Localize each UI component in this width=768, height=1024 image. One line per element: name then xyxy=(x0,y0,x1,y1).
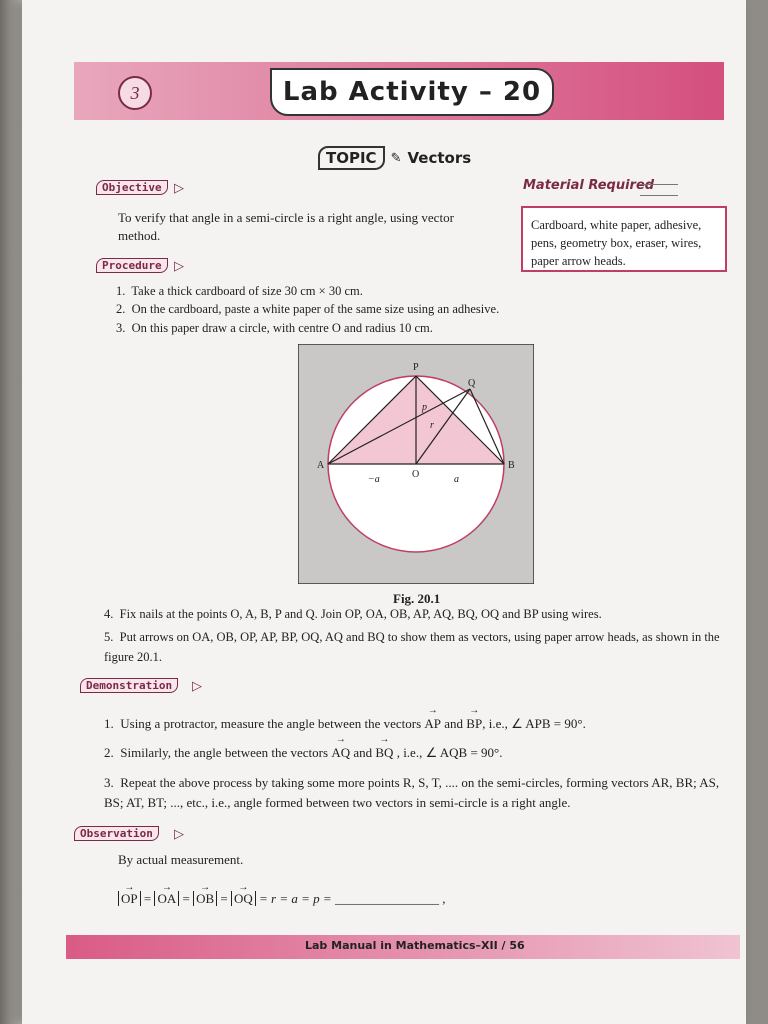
objective-tag xyxy=(96,180,168,195)
item-number: 3. xyxy=(104,775,114,790)
step-text: On the cardboard, paste a white paper of the same size using an adhesive. xyxy=(131,302,500,316)
step-text: Fix nails at the points O, A, B, P and Q. Join OP, OA, OB, AP, AQ, BQ, OQ and BP using wires. xyxy=(119,607,602,621)
procedure-step xyxy=(104,607,724,622)
observation-label: Observation xyxy=(80,827,153,840)
vector-bq: → BQ xyxy=(375,745,393,761)
item-number: 1. xyxy=(104,716,114,731)
decorative-lines xyxy=(640,184,678,196)
demonstration-tag xyxy=(80,678,178,693)
demonstration-item xyxy=(104,745,724,761)
procedure-step xyxy=(116,302,499,317)
item-text: and xyxy=(350,745,376,760)
procedure-step xyxy=(116,321,433,336)
book-spine xyxy=(0,0,22,1024)
vector-ob: → OB xyxy=(196,890,214,908)
figure-20-1 xyxy=(298,344,534,584)
label-o: O xyxy=(412,469,420,480)
label-vec-p: p xyxy=(422,402,427,413)
step-number: 3. xyxy=(116,321,126,335)
item-text: , i.e., ∠ AQB = 90°. xyxy=(393,745,503,760)
topic-value: Vectors xyxy=(407,149,472,167)
objective-label: Objective xyxy=(102,181,162,194)
procedure-label: Procedure xyxy=(102,259,162,272)
item-text: , i.e., ∠ APB = 90°. xyxy=(482,716,586,731)
play-arrow-icon: ▷ xyxy=(192,678,202,693)
play-arrow-icon: ▷ xyxy=(174,180,184,195)
material-title: Material Required xyxy=(523,178,655,193)
topic-label: TOPIC xyxy=(318,146,385,170)
activity-number-badge: 3 xyxy=(118,76,152,110)
demonstration-item xyxy=(104,773,736,813)
procedure-tag xyxy=(96,258,168,273)
procedure-step xyxy=(104,627,734,667)
label-vec-r: r xyxy=(430,420,434,431)
vector-oa: → OA xyxy=(157,890,176,908)
vector-oq: → OQ xyxy=(234,890,253,908)
vector-aq: → AQ xyxy=(331,745,350,761)
equation-values: = r = a = p = xyxy=(259,891,335,906)
step-text: Put arrows on OA, OB, OP, AP, BP, OQ, AQ and BQ to show them as vectors, using paper arrow heads, as shown in the figure 20.1. xyxy=(104,630,720,664)
figure-caption: Fig. 20.1 xyxy=(393,591,441,606)
answer-blank: ________________ xyxy=(334,891,439,906)
vector-bp: → BP xyxy=(466,716,482,732)
demonstration-label: Demonstration xyxy=(86,679,173,692)
label-vec-neg-a: −a xyxy=(368,474,380,485)
step-number: 5. xyxy=(104,630,114,644)
procedure-step xyxy=(116,284,363,299)
observation-equation: → OP = → OA = → OB = → OQ = r = a = p = ________________ , xyxy=(118,890,445,908)
label-vec-a: a xyxy=(454,474,459,485)
label-p: P xyxy=(413,362,419,373)
label-b: B xyxy=(508,460,515,471)
page-title: Lab Activity – 20 xyxy=(270,68,554,116)
item-text: Using a protractor, measure the angle between the vectors xyxy=(120,716,425,731)
play-arrow-icon: ▷ xyxy=(174,258,184,273)
item-number: 2. xyxy=(104,745,114,760)
item-text: Repeat the above process by taking some more points R, S, T, .... on the semi-circles, forming vectors AR, BR; AS, BS; AT, BT; ..., etc., i.e., angle formed between two vectors in semi-circle is a right angle. xyxy=(104,775,720,810)
step-number: 1. xyxy=(116,284,126,298)
vector-op: → OP xyxy=(121,890,138,908)
step-text: On this paper draw a circle, with centre O and radius 10 cm. xyxy=(131,321,433,335)
step-text: Take a thick cardboard of size 30 cm × 30 cm. xyxy=(131,284,363,298)
objective-text: To verify that angle in a semi-circle is a right angle, using vector method. xyxy=(118,210,454,243)
label-a: A xyxy=(317,460,325,471)
item-text: and xyxy=(441,716,467,731)
item-text: Similarly, the angle between the vectors xyxy=(120,745,332,760)
step-number: 2. xyxy=(116,302,126,316)
observation-text: By actual measurement. xyxy=(118,852,244,867)
material-box: Cardboard, white paper, adhesive, pens, geometry box, eraser, wires, paper arrow heads. xyxy=(521,206,727,272)
observation-tag xyxy=(74,826,159,841)
label-q: Q xyxy=(468,378,476,389)
pencil-icon: ✎ xyxy=(390,150,402,166)
topic xyxy=(318,146,471,170)
equation-tail: , xyxy=(442,891,446,906)
step-number: 4. xyxy=(104,607,114,621)
play-arrow-icon: ▷ xyxy=(174,826,184,841)
demonstration-item xyxy=(104,716,724,732)
vector-ap: → AP xyxy=(424,716,441,732)
footer-text: Lab Manual in Mathematics–XII / 56 xyxy=(305,939,525,952)
